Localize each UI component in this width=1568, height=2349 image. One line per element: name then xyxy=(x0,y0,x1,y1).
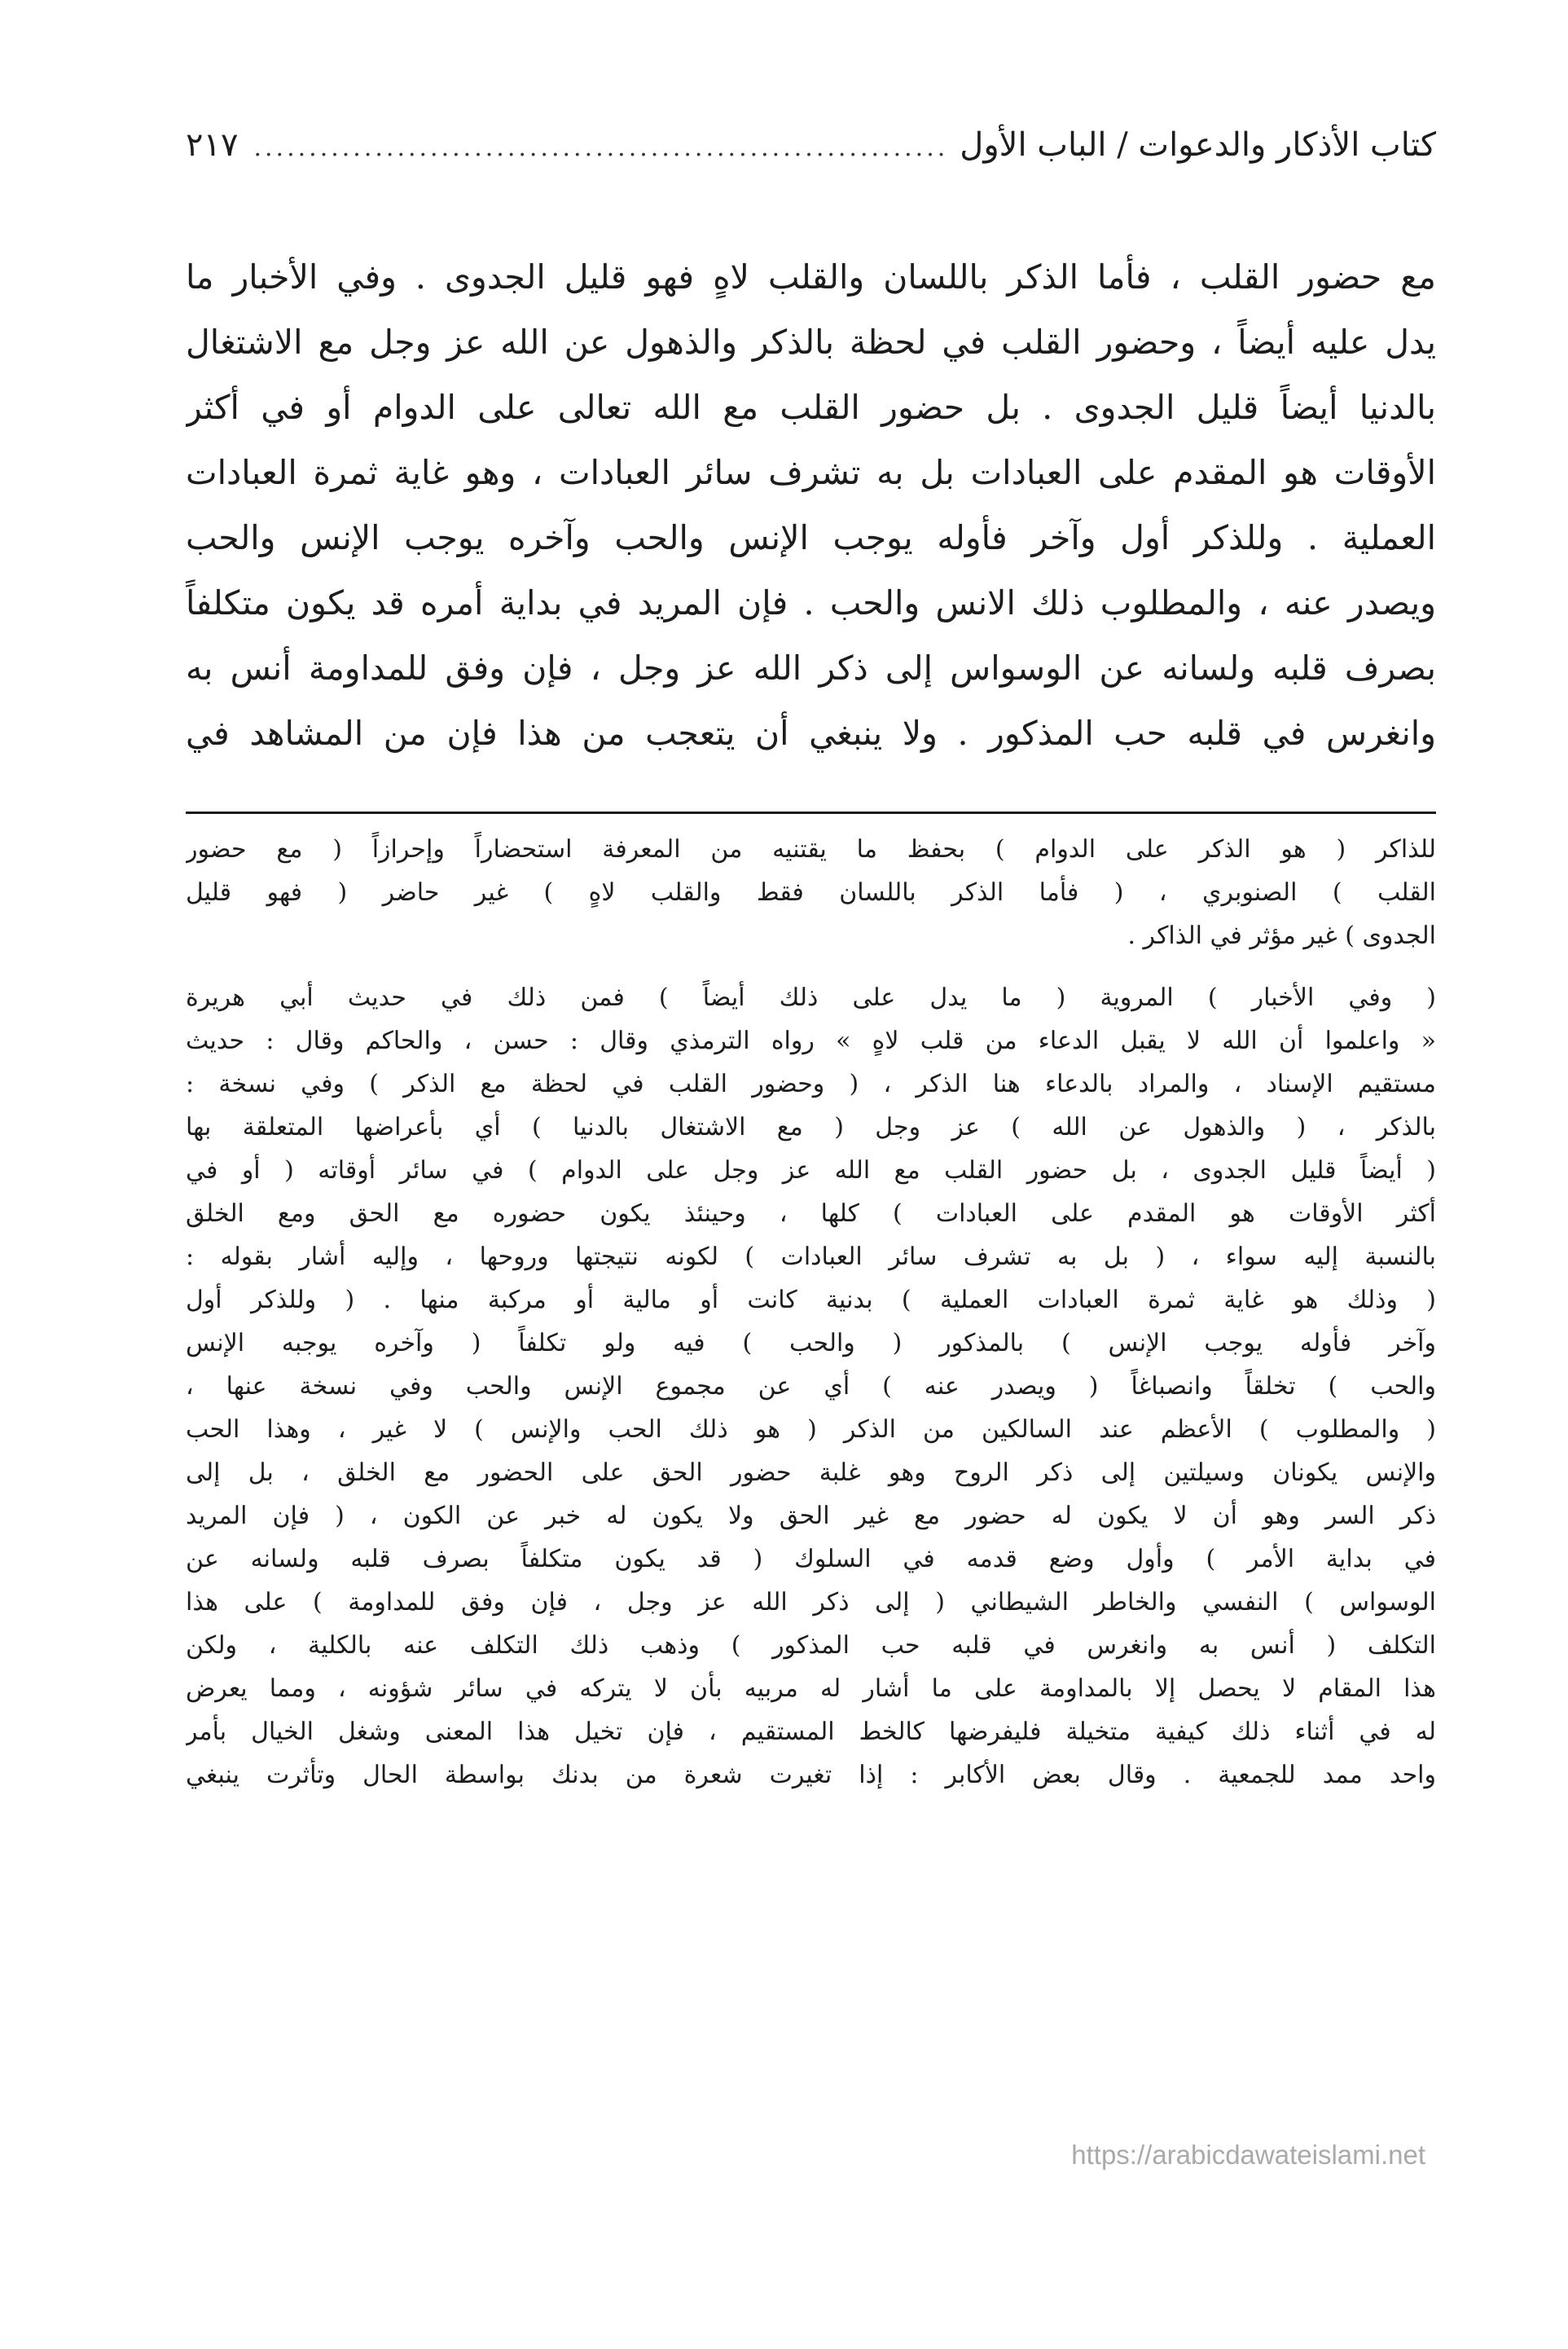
page-number: ٢١٧ xyxy=(186,126,239,164)
commentary-line: له في أثناء ذلك كيفية متخيلة فليفرضها كالخط المستقيم ، فإن تخيل هذا المعنى وشغل الخيال بأمر xyxy=(186,1718,1436,1746)
main-text-line: ويصدر عنه ، والمطلوب ذلك الانس والحب . فإن المريد في بداية أمره قد يكون متكلفاً xyxy=(186,583,1436,622)
main-text-line: الأوقات هو المقدم على العبادات بل به تشرف سائر العبادات ، وهو غاية ثمرة العبادات xyxy=(186,453,1436,492)
paragraph-gap xyxy=(186,957,1436,976)
commentary-line: مستقيم الإسناد ، والمراد بالدعاء هنا الذكر ، ( وحضور القلب في لحظة مع الذكر ) وفي نسخة : xyxy=(186,1070,1436,1098)
footnote-divider xyxy=(186,812,1436,814)
commentary-line: ( وذلك هو غاية ثمرة العبادات العملية ) بدنية كانت أو مالية أو مركبة منها . ( وللذكر أول xyxy=(186,1286,1436,1314)
main-text-line: بصرف قلبه ولسانه عن الوسواس إلى ذكر الله عز وجل ، فإن وفق للمداومة أنس به xyxy=(186,649,1436,688)
commentary-line: للذاكر ( هو الذكر على الدوام ) بحفظ ما يقتنيه من المعرفة استحضاراً وإحرازاً ( مع حضور xyxy=(186,835,1436,864)
commentary-line: في بداية الأمر ) وأول وضع قدمه في السلوك ( قد يكون متكلفاً بصرف قلبه ولسانه عن xyxy=(186,1545,1436,1573)
main-text-line: بالدنيا أيضاً قليل الجدوى . بل حضور القلب مع الله تعالى على الدوام أو في أكثر xyxy=(186,388,1436,427)
commentary xyxy=(186,828,1436,1797)
main-text xyxy=(186,244,1436,766)
main-text-line: يدل عليه أيضاً ، وحضور القلب في لحظة بالذكر والذهول عن الله عز وجل مع الاشتغال xyxy=(186,323,1436,362)
commentary-line: الجدوى ) غير مؤثر في الذاكر . xyxy=(1127,922,1436,950)
commentary-line: أكثر الأوقات هو المقدم على العبادات ) كلها ، وحينئذ يكون حضوره مع الحق ومع الخلق xyxy=(186,1199,1436,1228)
commentary-line: ذكر السر وهو أن لا يكون له حضور مع غير الحق ولا يكون له خبر عن الكون ، ( فإن المريد xyxy=(186,1502,1436,1530)
commentary-line: القلب ) الصنوبري ، ( فأما الذكر باللسان فقط والقلب لاهٍ ) غير حاضر ( فهو قليل xyxy=(186,878,1436,907)
commentary-line: وآخر فأوله يوجب الإنس ) بالمذكور ( والحب ) فيه ولو تكلفاً ( وآخره يوجبه الإنس xyxy=(186,1329,1436,1357)
commentary-line: ( وفي الأخبار ) المروية ( ما يدل على ذلك أيضاً ) فمن ذلك في حديث أبي هريرة xyxy=(186,983,1436,1012)
commentary-line: « واعلموا أن الله لا يقبل الدعاء من قلب لاهٍ » رواه الترمذي وقال : حسن ، والحاكم وقال : حديث xyxy=(186,1027,1436,1055)
main-text-line: مع حضور القلب ، فأما الذكر باللسان والقلب لاهٍ فهو قليل الجدوى . وفي الأخبار ما xyxy=(186,257,1436,297)
commentary-line: بالذكر ، ( والذهول عن الله ) عز وجل ( مع الاشتغال بالدنيا ) أي بأعراضها المتعلقة بها xyxy=(186,1113,1436,1142)
commentary-line: والإنس يكونان وسيلتين إلى ذكر الروح وهو غلبة حضور الحق على الحضور مع الخلق ، بل إلى xyxy=(186,1458,1436,1487)
commentary-line: ( أيضاً قليل الجدوى ، بل حضور القلب مع الله عز وجل على الدوام ) في سائر أوقاته ( أو في xyxy=(186,1156,1436,1185)
commentary-line: بالنسبة إليه سواء ، ( بل به تشرف سائر العبادات ) لكونه نتيجتها وروحها ، وإليه أشار بقوله : xyxy=(186,1243,1436,1271)
main-text-line: وانغرس في قلبه حب المذكور . ولا ينبغي أن يتعجب من هذا فإن من المشاهد في xyxy=(186,714,1436,753)
commentary-line: ( والمطلوب ) الأعظم عند السالكين من الذكر ( هو ذلك الحب والإنس ) لا غير ، وهذا الحب xyxy=(186,1415,1436,1444)
commentary-line: واحد ممد للجمعية . وقال بعض الأكابر : إذا تغيرت شعرة من بدنك بواسطة الحال وتأثرت ينبغي xyxy=(186,1761,1436,1789)
commentary-line: التكلف ( أنس به وانغرس في قلبه حب المذكور ) وذهب ذلك التكلف عنه بالكلية ، ولكن xyxy=(186,1631,1436,1660)
commentary-line: والحب ) تخلقاً وانصباغاً ( ويصدر عنه ) أي عن مجموع الإنس والحب وفي نسخة عنها ، xyxy=(186,1372,1436,1401)
watermark-url: https://arabicdawateislami.net xyxy=(1071,2140,1425,2170)
page-header xyxy=(186,126,1436,191)
leader-dots xyxy=(249,134,948,162)
main-text-line: العملية . وللذكر أول وآخر فأوله يوجب الإنس والحب وآخره يوجب الإنس والحب xyxy=(186,518,1436,557)
commentary-line: هذا المقام لا يحصل إلا بالمداومة على ما أشار له مربيه بأن لا يتركه في سائر شؤونه ، ومما يعرض xyxy=(186,1674,1436,1703)
running-title: كتاب الأذكار والدعوات / الباب الأول xyxy=(960,126,1436,164)
commentary-line: الوسواس ) النفسي والخاطر الشيطاني ( إلى ذكر الله عز وجل ، فإن وفق للمداومة ) على هذا xyxy=(186,1588,1436,1617)
